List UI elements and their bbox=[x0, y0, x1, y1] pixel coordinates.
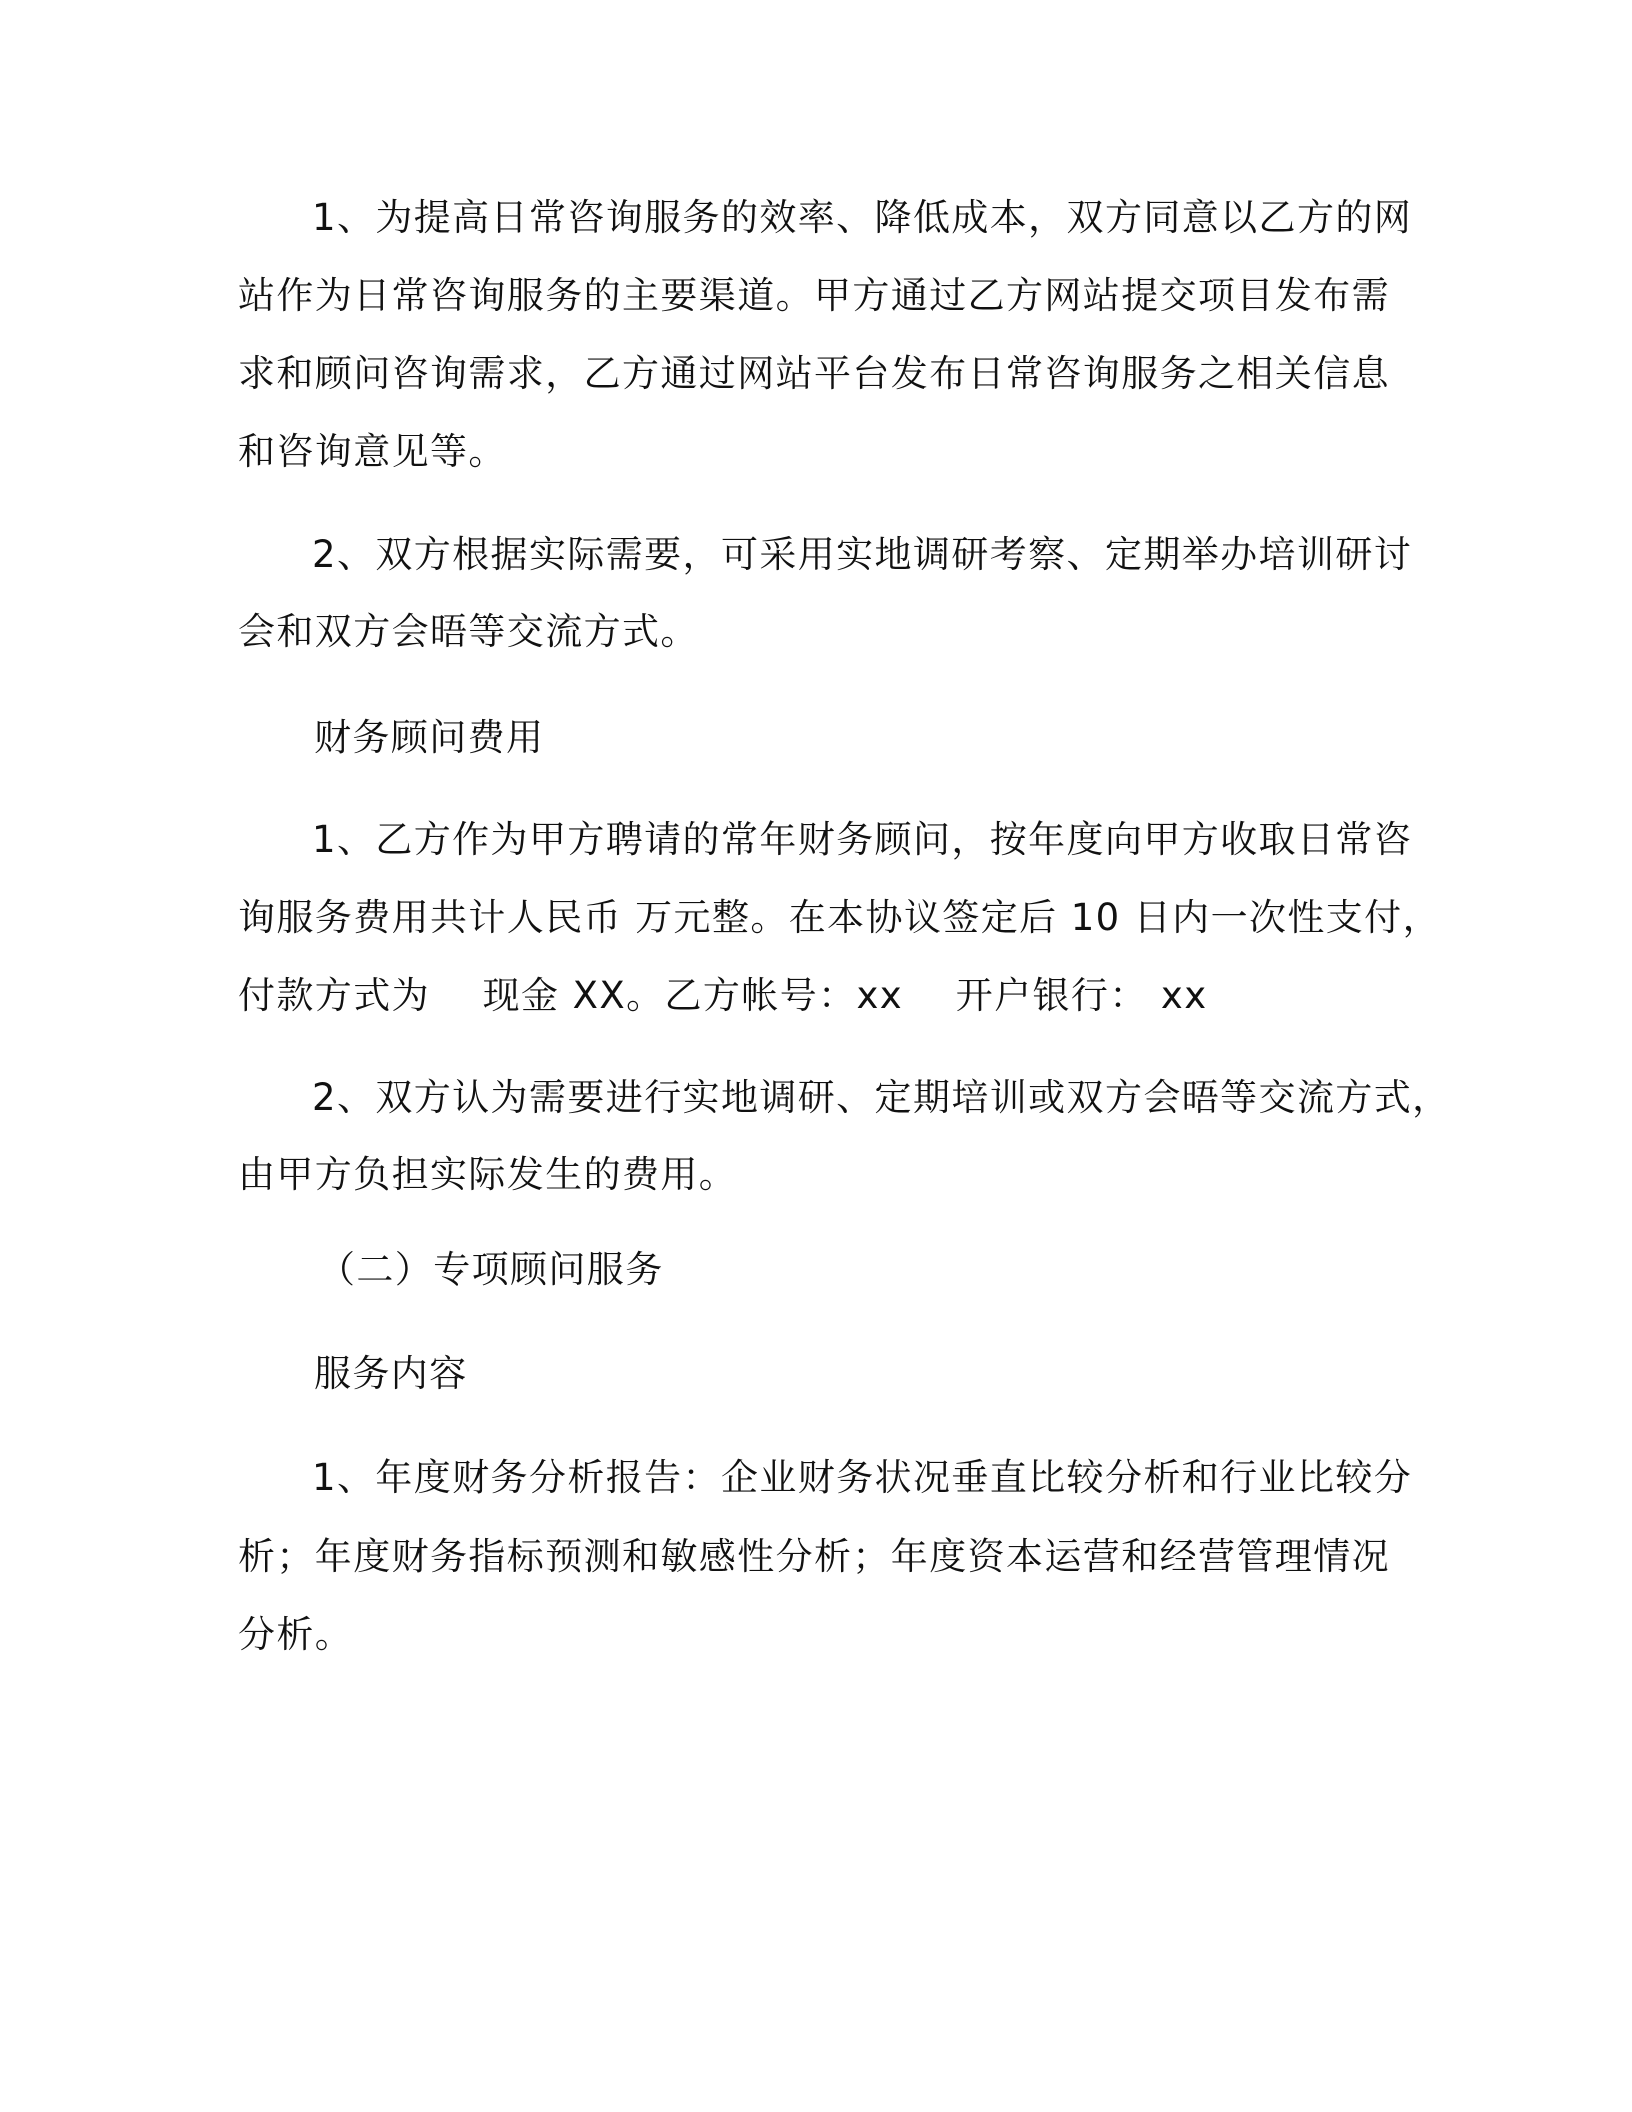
paragraph-line: 会和双方会晤等交流方式。 bbox=[238, 610, 699, 653]
paragraph-line: 由甲方负担实际发生的费用。 bbox=[238, 1153, 738, 1196]
paragraph-line: 1、年度财务分析报告：企业财务状况垂直比较分析和行业比较分 bbox=[312, 1456, 1413, 1499]
section-heading: （二）专项顾问服务 bbox=[318, 1248, 664, 1291]
paragraph-line: 分析。 bbox=[238, 1613, 354, 1656]
paragraph-line: 站作为日常咨询服务的主要渠道。甲方通过乙方网站提交项目发布需 bbox=[238, 274, 1390, 317]
paragraph-line: 付款方式为 现金 XX。乙方帐号：xx 开户银行： xx bbox=[238, 974, 1208, 1017]
paragraph-line: 1、乙方作为甲方聘请的常年财务顾问，按年度向甲方收取日常咨 bbox=[312, 818, 1413, 861]
paragraph-line: 和咨询意见等。 bbox=[238, 430, 507, 473]
paragraph-line: 2、双方根据实际需要，可采用实地调研考察、定期举办培训研讨 bbox=[312, 533, 1413, 576]
subsection-heading: 服务内容 bbox=[314, 1352, 468, 1395]
paragraph-line: 求和顾问咨询需求，乙方通过网站平台发布日常咨询服务之相关信息 bbox=[238, 352, 1390, 395]
paragraph-line: 1、为提高日常咨询服务的效率、降低成本，双方同意以乙方的网 bbox=[312, 196, 1413, 239]
section-heading: 财务顾问费用 bbox=[314, 716, 545, 759]
paragraph-line: 析；年度财务指标预测和敏感性分析；年度资本运营和经营管理情况 bbox=[238, 1535, 1390, 1578]
paragraph-line: 询服务费用共计人民币 万元整。在本协议签定后 10 日内一次性支付， bbox=[238, 896, 1441, 939]
paragraph-line: 2、双方认为需要进行实地调研、定期培训或双方会晤等交流方式， bbox=[312, 1076, 1451, 1119]
